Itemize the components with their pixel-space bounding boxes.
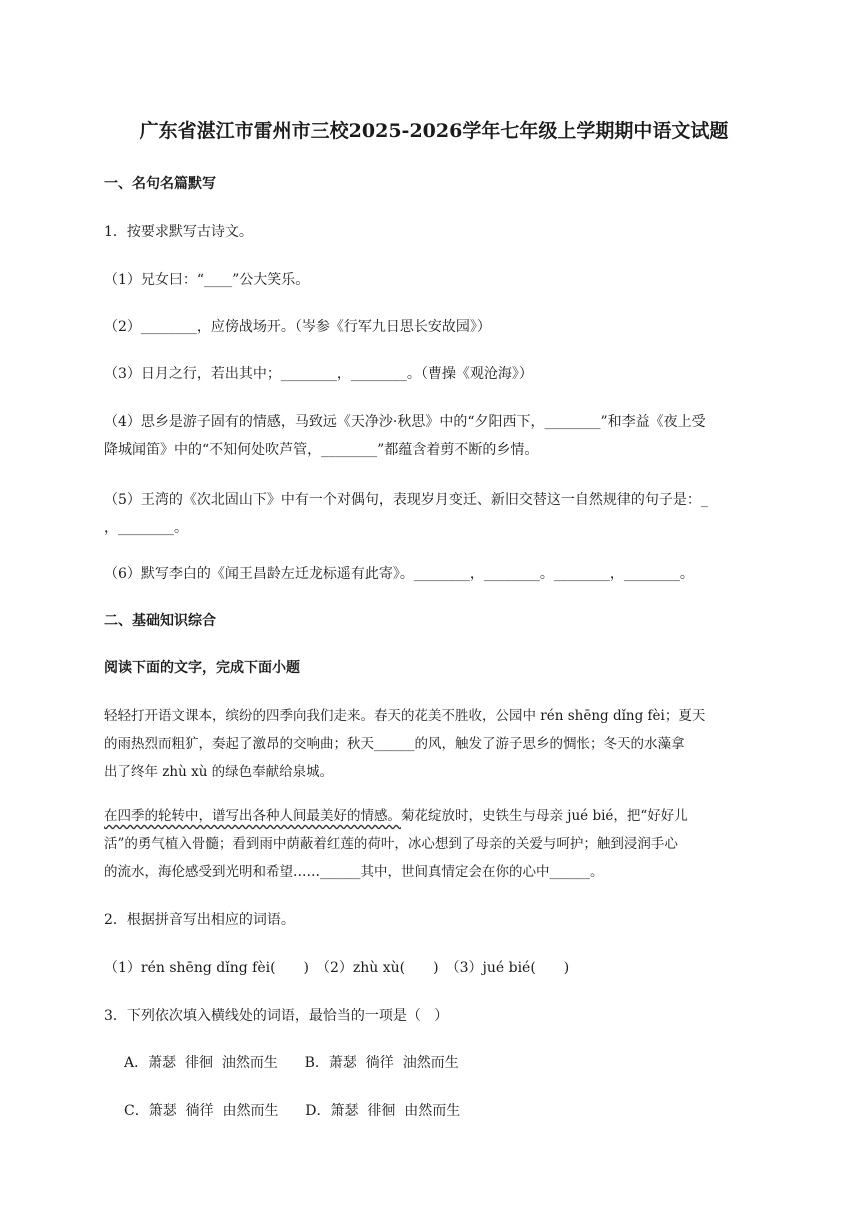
passage-para1-line2: 的雨热烈而粗犷，奏起了激昂的交响曲；秋天______的风，触发了游子思乡的惆怅；冬天的水藻拿 — [104, 736, 685, 752]
passage-para1-line1: 轻轻打开语文课本，缤纷的四季向我们走来。春天的花美不胜收，公园中 rén shēng dǐng fèi；夏天 — [104, 708, 706, 724]
question-1-item-3: （3）日月之行，若出其中；________，________。（曹操《观沧海》） — [104, 366, 533, 382]
question-1-item-5-line1: （5）王湾的《次北固山下》中有一个对偶句，表现岁月变迁、新旧交替这一自然规律的句子是：_ — [104, 492, 708, 508]
question-1-item-4-line2: 降城闻笛》中的“不知何处吹芦管，________”都蕴含着剪不断的乡情。 — [104, 442, 539, 458]
passage-para2-line1-rest: 菊花绽放时，史铁生与母亲 jué bié，把“好好儿 — [401, 808, 688, 824]
passage-para2-line2: 活”的勇气植入骨髓；看到雨中荫蔽着红莲的荷叶，冰心想到了母亲的关爱与呵护；触到浸润手心 — [104, 836, 678, 852]
question-1-item-2: （2）________，应傍战场开。（岑参《行军九日思长安故园》） — [104, 319, 491, 335]
question-1-item-5-line2: ，________。 — [104, 520, 188, 536]
wavy-underlined-sentence: 在四季的轮转中，谱写出各种人间最美好的情感。 — [104, 808, 401, 824]
question-3: 3．下列依次填入横线处的词语，最恰当的一项是（ ） — [104, 1008, 449, 1024]
passage-para2-line3: 的流水，海伦感受到光明和希望……______其中，世间真情定会在你的心中______。 — [104, 864, 604, 880]
reading-title: 阅读下面的文字，完成下面小题 — [104, 660, 300, 676]
question-3-options-cd: C．箫瑟 徜徉 由然而生 D．箫瑟 徘徊 由然而生 — [124, 1103, 461, 1119]
question-1-item-4-line1: （4）思乡是游子固有的情感，马致远《天净沙·秋思》中的“夕阳西下，________”和李益《夜上受 — [104, 414, 706, 430]
question-2-items: （1）rén shēng dǐng fèi( ) （2）zhù xù( ) （3）jué bié( ) — [104, 960, 570, 976]
question-1-item-1: （1）兄女曰：“____”公大笑乐。 — [104, 272, 310, 288]
question-2: 2．根据拼音写出相应的词语。 — [104, 912, 295, 928]
section-heading-2: 二、基础知识综合 — [104, 613, 216, 629]
section-heading-1: 一、名句名篇默写 — [104, 176, 216, 192]
passage-para2-line1 — [104, 806, 688, 826]
page-title: 广东省湛江市雷州市三校2025-2026学年七年级上学期期中语文试题 — [139, 120, 729, 142]
question-1-item-6: （6）默写李白的《闻王昌龄左迁龙标遥有此寄》。________，________。________，________。 — [104, 566, 694, 582]
question-1: 1．按要求默写古诗文。 — [104, 224, 253, 240]
question-3-options-ab: A．萧瑟 徘徊 油然而生 B．萧瑟 徜徉 油然而生 — [124, 1055, 459, 1071]
passage-para1-line3: 出了终年 zhù xù 的绿色奉献给泉城。 — [104, 764, 334, 780]
